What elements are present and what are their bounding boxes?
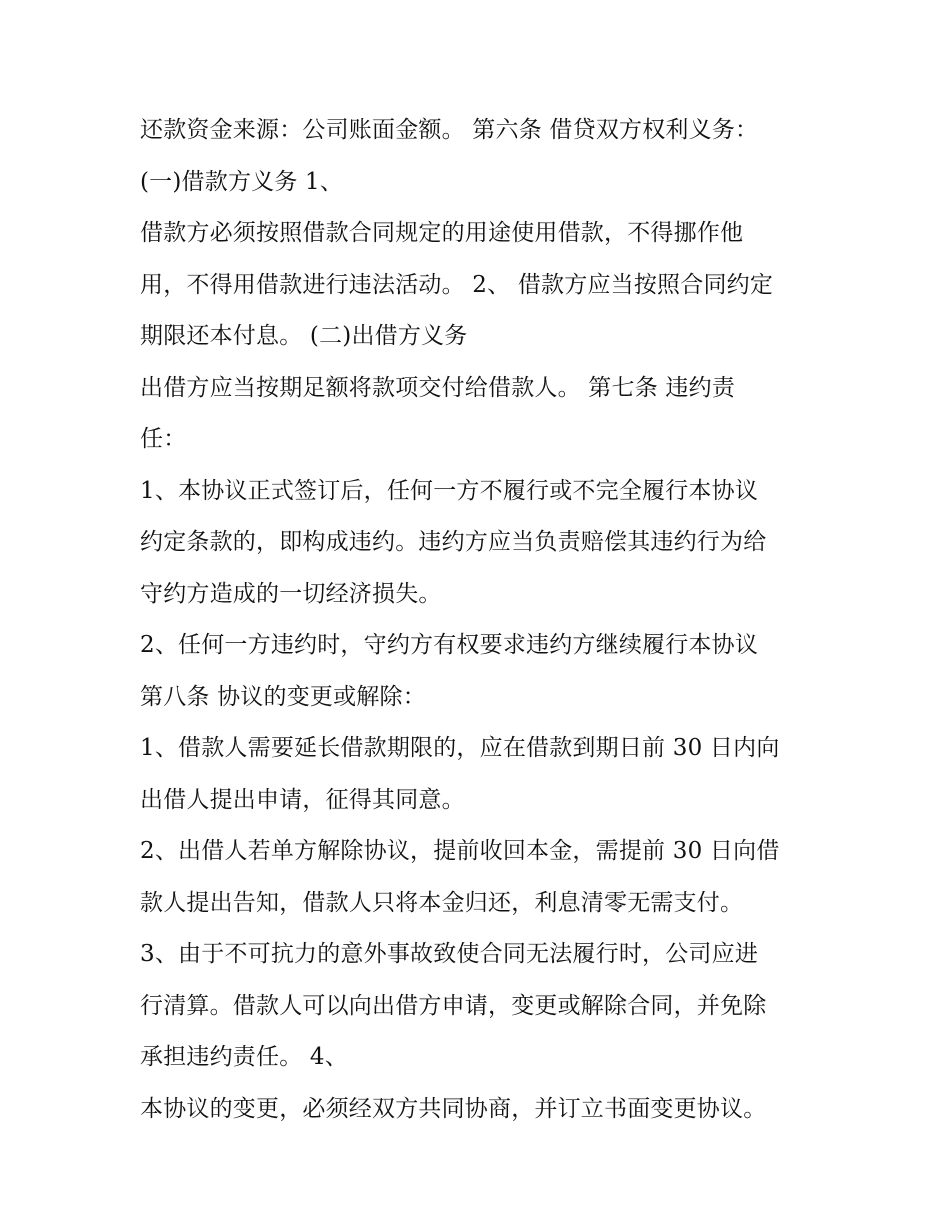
text-line: 出借方应当按期足额将款项交付给借款人。 第七条 违约责 [140,374,736,401]
text-line: 守约方造成的一切经济损失。 [140,580,442,607]
text-line: 1、借款人需要延长借款期限的，应在借款到期日前 30 日内向 [140,735,780,761]
text-line: 行清算。借款人可以向出借方申请，变更或解除合同，并免除 [140,992,767,1019]
text-line: 用，不得用借款进行违法活动。 2、 借款方应当按照合同约定 [140,271,774,298]
text-line: 承担违约责任。 4、 [140,1044,348,1070]
text-line: 本协议的变更，必须经双方共同协商，并订立书面变更协议。 [140,1095,767,1122]
text-line: 约定条款的，即构成违约。违约方应当负责赔偿其违约行为给 [140,529,767,555]
text-line: 2、任何一方违约时，守约方有权要求违约方继续履行本协议 [140,632,759,658]
text-line: 期限还本付息。 (二)出借方义务 [140,323,468,349]
text-line: 借款方必须按照借款合同规定的用途使用借款，不得挪作他 [140,220,744,246]
text-line: 出借人提出申请，征得其同意。 [140,786,465,813]
document-body [140,111,840,1141]
text-line: (一)借款方义务 1、 [140,168,344,195]
text-line: 3、由于不可抗力的意外事故致使合同无法履行时，公司应进 [140,941,759,967]
text-line: 款人提出告知，借款人只将本金归还，利息清零无需支付。 [140,889,744,916]
text-line: 还款资金来源：公司账面金额。 第六条 借贷双方权利义务： [140,117,759,143]
text-line: 1、本协议正式签订后，任何一方不履行或不完全履行本协议 [140,477,759,504]
text-line: 2、出借人若单方解除协议，提前收回本金，需提前 30 日向借 [140,838,780,864]
text-line: 第八条 协议的变更或解除： [140,683,426,710]
text-line: 任： [140,426,187,452]
